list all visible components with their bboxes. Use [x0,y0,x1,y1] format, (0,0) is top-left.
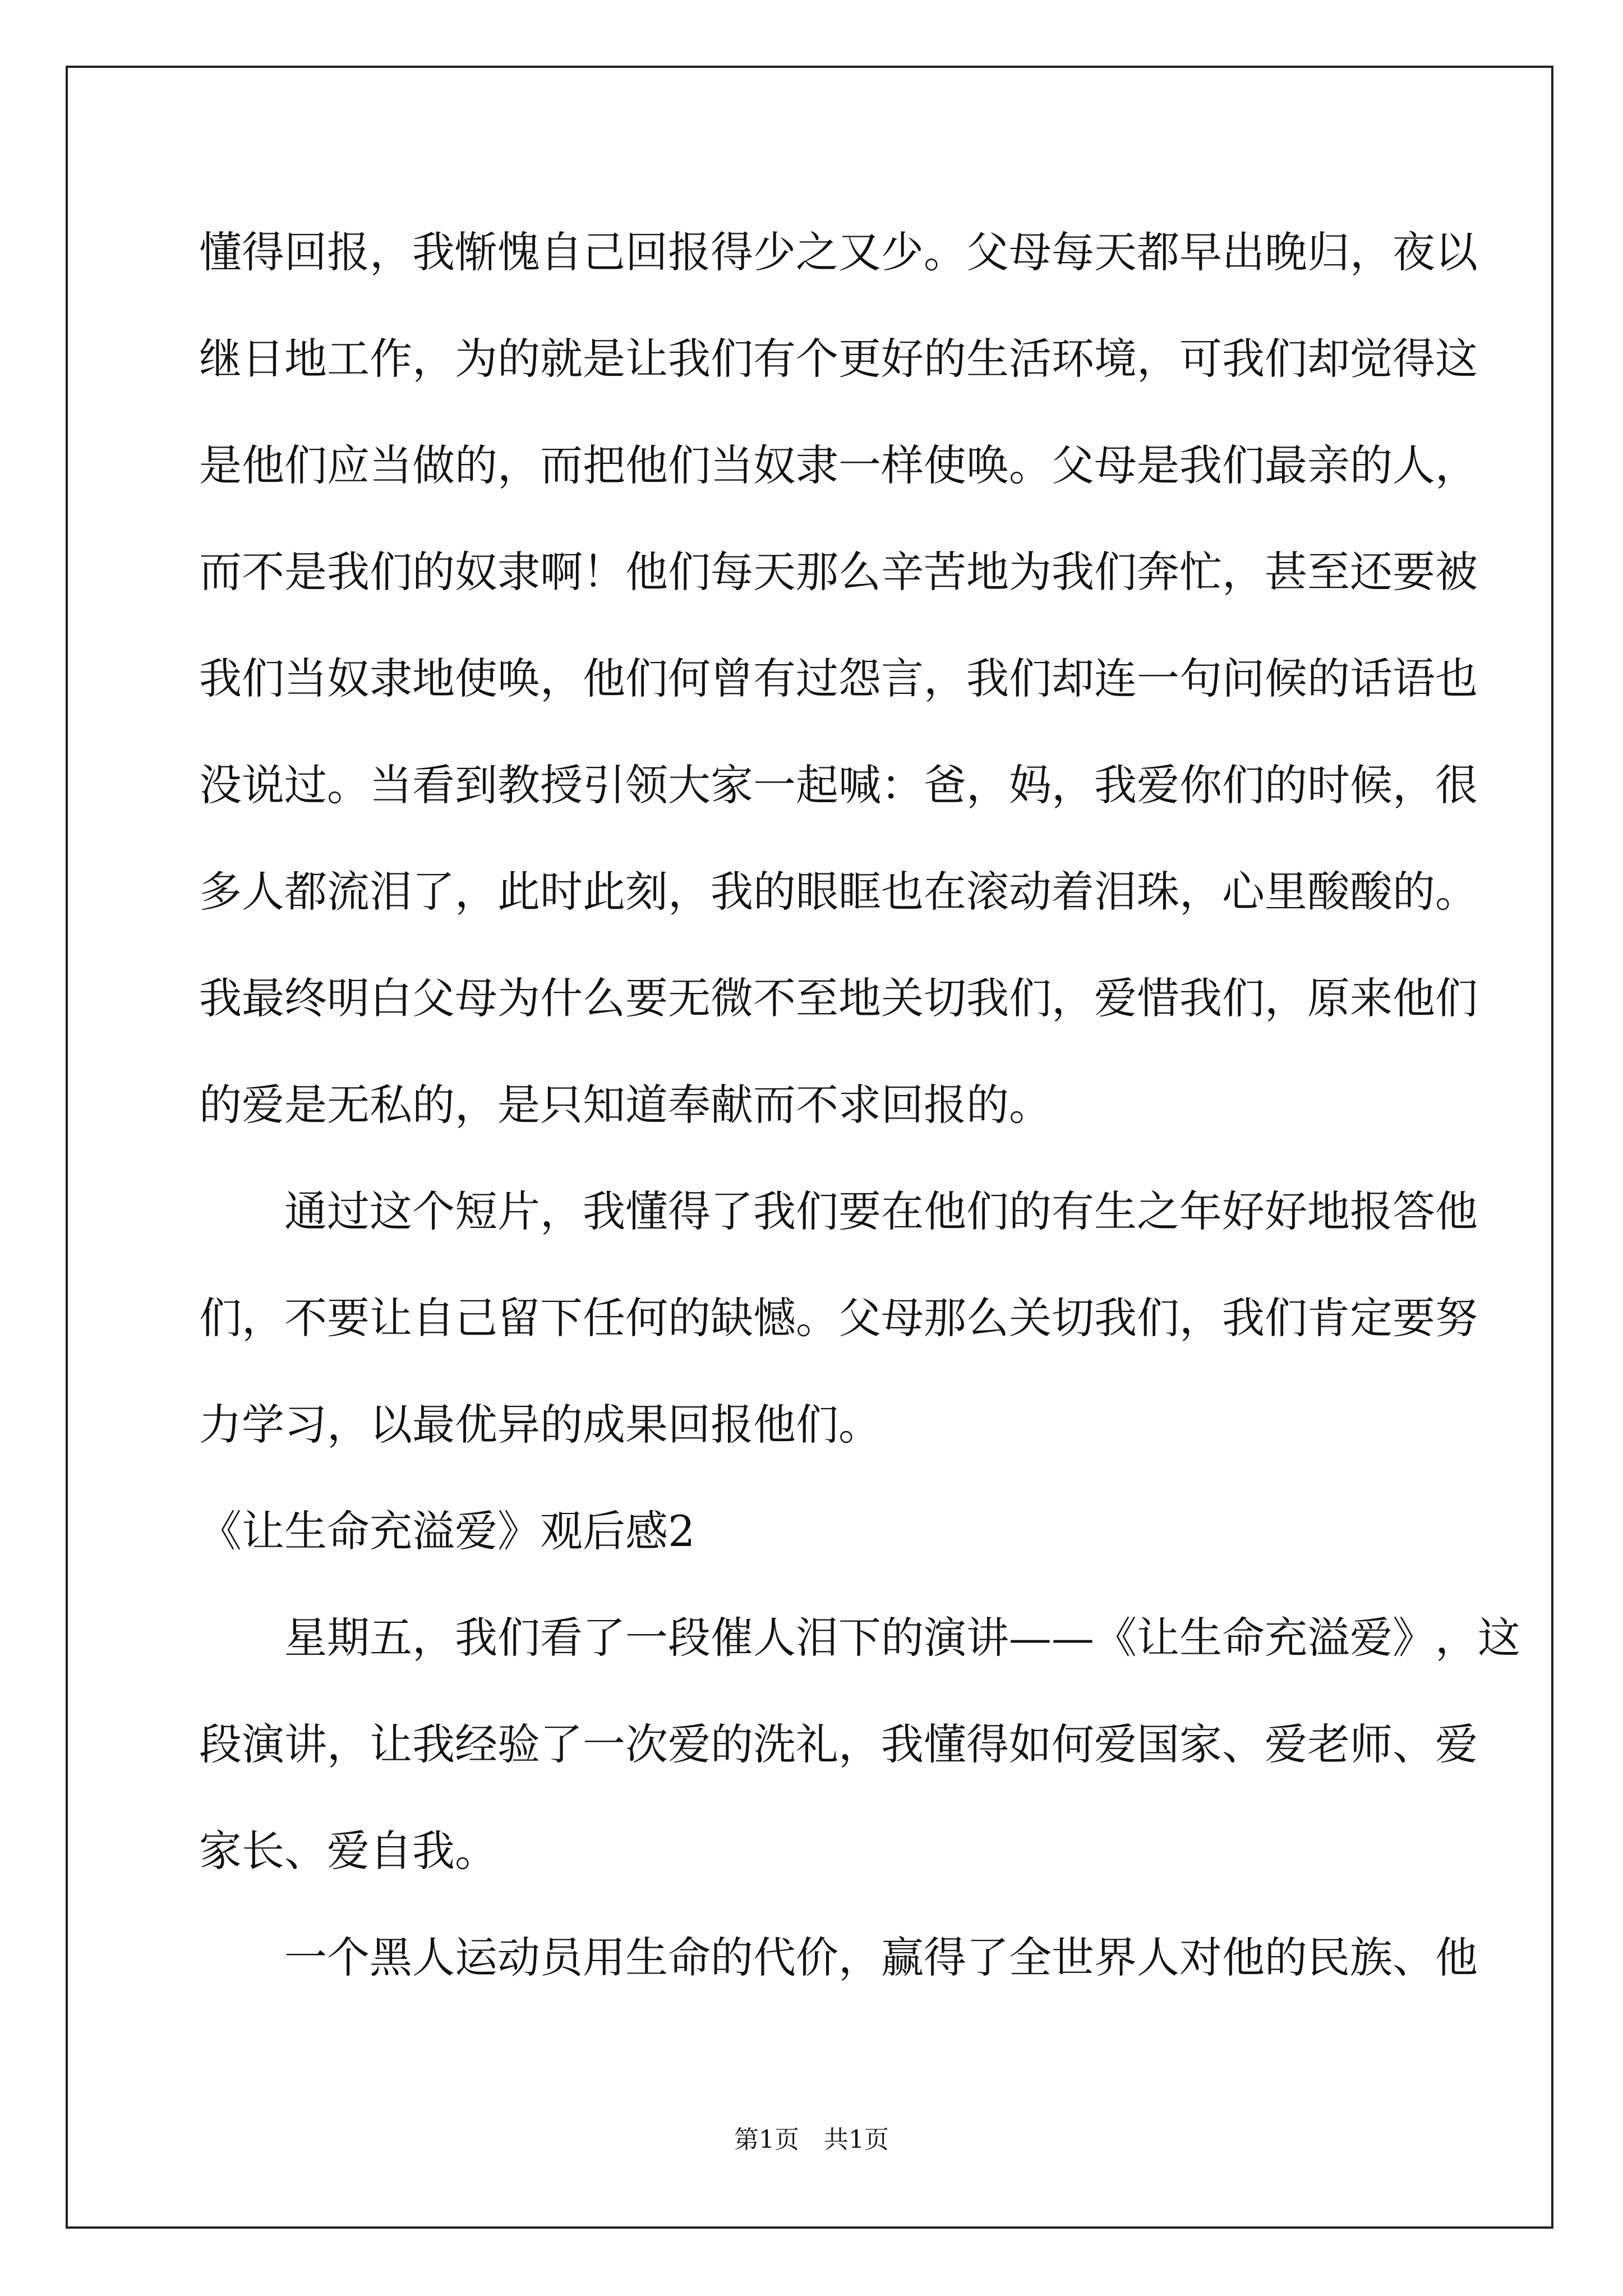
text-line: 的爱是无私的，是只知道奉献而不求回报的。 [199,1080,1052,1130]
text-line: 段 演 讲 ， 让 我 经 验 了 一 次 爱 的 洗 礼 ， 我 懂 得 如 何 爱 国 家 、 爱 老 师 、 爱 [199,1719,1478,1769]
text-line: 星 期 五 ， 我 们 看 了 一 段 催 人 泪 下 的 演 讲 — — 《 让 生 命 充 溢 爱 》 ， 这 [284,1613,1520,1663]
text-line: 是 他 们 应 当 做 的 ， 而 把 他 们 当 奴 隶 一 样 使 唤 。 父 母 是 我 们 最 亲 的 人 ， [199,440,1478,490]
text-line: 没 说 过 。 当 看 到 教 授 引 领 大 家 一 起 喊 ： 爸 ， 妈 ， 我 爱 你 们 的 时 候 ， 很 [199,760,1478,810]
text-line: 懂 得 回 报 ， 我 惭 愧 自 己 回 报 得 少 之 又 少 。 父 母 每 天 都 早 出 晚 归 ， 夜 以 [199,227,1478,277]
text-line: 我 最 终 明 白 父 母 为 什 么 要 无 微 不 至 地 关 切 我 们 ， 爱 惜 我 们 ， 原 来 他 们 [199,973,1478,1023]
page-footer: 第1页 共1页 [734,2125,889,2154]
text-line: 们 ， 不 要 让 自 己 留 下 任 何 的 缺 憾 。 父 母 那 么 关 切 我 们 ， 我 们 肯 定 要 努 [199,1293,1478,1343]
text-line: 我 们 当 奴 隶 地 使 唤 ， 他 们 何 曾 有 过 怨 言 ， 我 们 却 连 一 句 问 候 的 话 语 也 [199,654,1478,703]
text-line: 家长、爱自我。 [199,1826,497,1876]
document-body [199,210,1520,2022]
text-line: 继 日 地 工 作 ， 为 的 就 是 让 我 们 有 个 更 好 的 生 活 环 境 ， 可 我 们 却 觉 得 这 [199,334,1478,384]
text-line: 一 个 黑 人 运 动 员 用 生 命 的 代 价 ， 赢 得 了 全 世 界 人 对 他 的 民 族 、 他 [284,1932,1478,1982]
text-line: 多 人 都 流 泪 了 ， 此 时 此 刻 ， 我 的 眼 眶 也 在 滚 动 着 泪 珠 ， 心 里 酸 酸 的 。 [199,867,1478,917]
text-line: 而 不 是 我 们 的 奴 隶 啊 ！ 他 们 每 天 那 么 辛 苦 地 为 我 们 奔 忙 ， 甚 至 还 要 被 [199,547,1478,597]
text-line: 通 过 这 个 短 片 ， 我 懂 得 了 我 们 要 在 他 们 的 有 生 之 年 好 好 地 报 答 他 [284,1186,1478,1236]
text-line: 力学习，以最优异的成果回报他们。 [199,1400,881,1450]
section-heading: 《让生命充溢爱》观后感2 [199,1506,695,1556]
